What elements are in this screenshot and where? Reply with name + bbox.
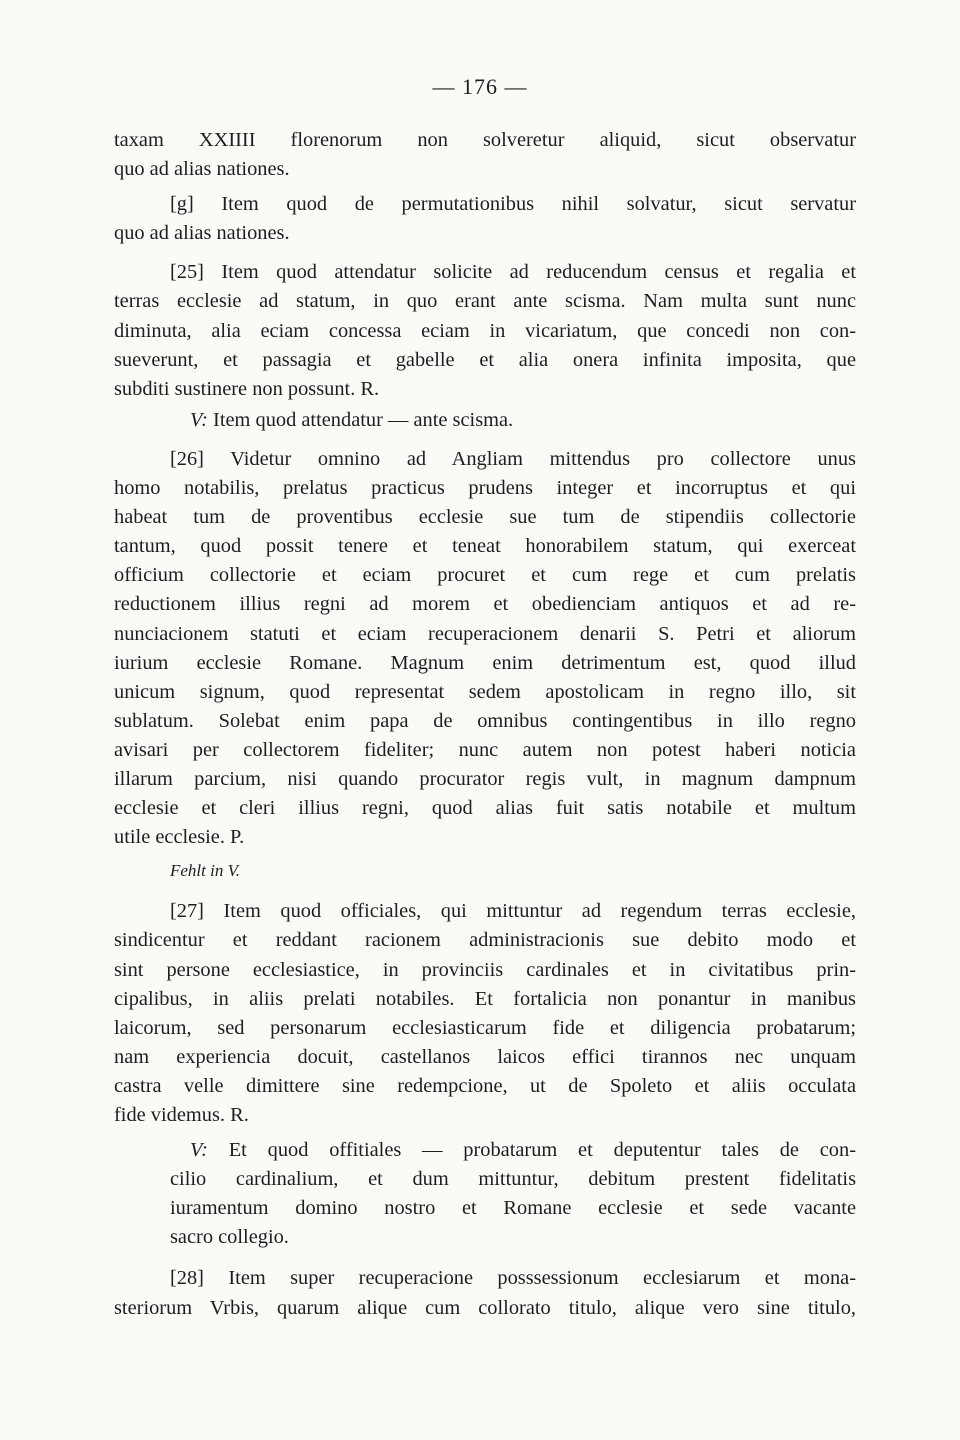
variant-25 (114, 406, 856, 435)
variant-siglum: V: (190, 408, 208, 431)
variant-siglum: V: (190, 1139, 208, 1162)
text-line: nunciacionem statuti et eciam recuperacionem denarii S. Petri et aliorum (114, 622, 856, 645)
text-line: steriorum Vrbis, quarum alique cum collorato titulo, alique vero sine titulo, (114, 1296, 856, 1319)
variant-27 (114, 1136, 856, 1252)
text-line: diminuta, alia eciam concessa eciam in vicariatum, que concedi non con- (114, 319, 856, 342)
text-line: sint persone ecclesiastice, in provinciis cardinales et in civitatibus prin- (114, 958, 856, 981)
text-line: quo ad alias nationes. (114, 158, 290, 181)
variant-line: sacro collegio. (170, 1226, 289, 1249)
text-line: habeat tum de proventibus ecclesie sue tum de stipendiis collectorie (114, 506, 856, 529)
note-line: Fehlt in V. (170, 861, 241, 881)
text-line: [28] Item super recuperacione posssessionum ecclesiarum et mona- (170, 1267, 856, 1290)
text-line: homo notabilis, prelatus practicus prudens integer et incorruptus et qui (114, 477, 856, 500)
text-line: tantum, quod possit tenere et teneat honorabilem statum, qui exerceat (114, 535, 856, 558)
text-line: subditi sustinere non possunt. R. (114, 377, 380, 400)
text-line: illarum parcium, nisi quando procurator regis vult, in magnum dampnum (114, 767, 856, 790)
page-number: — 176 — (432, 74, 528, 99)
text-line: [25] Item quod attendatur solicite ad reducendum census et regalia et (170, 261, 856, 284)
text-line: sueverunt, et passagia et gabelle et alia onera infinita imposita, que (114, 348, 856, 371)
text-line: terras ecclesie ad statum, in quo erant ante scisma. Nam multa sunt nunc (114, 290, 856, 313)
text-line: castra velle dimittere sine redempcione, ut de Spoleto et aliis occulata (114, 1074, 856, 1097)
paragraph-g (114, 190, 856, 248)
paragraph-26 (114, 445, 856, 852)
text-line: fide videmus. R. (114, 1104, 249, 1126)
text-line: avisari per collectorem fideliter; nunc autem non potest haberi noticia (114, 738, 856, 761)
text-line: laicorum, sed personarum ecclesiasticarum fide et diligencia probatarum; (114, 1016, 856, 1039)
paragraph-continuation (114, 126, 856, 184)
text-line: cipalibus, in aliis prelati notabiles. Et fortalicia non ponantur in manibus (114, 987, 856, 1010)
text-line: sublatum. Solebat enim papa de omnibus contingentibus in illo regno (114, 709, 856, 732)
text-line: ecclesie et cleri illius regni, quod alias fuit satis notabile et multum (114, 797, 856, 820)
variant-text: Item quod attendatur — ante scisma. (213, 408, 514, 431)
variant-text: Et quod offitiales — probatarum et deputentur tales de con- (228, 1139, 856, 1162)
variant-line (114, 1136, 856, 1165)
text-line: [27] Item quod officiales, qui mittuntur ad regendum terras ecclesie, (170, 900, 856, 923)
variant-line: iuramentum domino nostro et Romane ecclesie et sede vacante (170, 1197, 856, 1220)
text-line: quo ad alias nationes. (114, 222, 290, 245)
text-line: utile ecclesie. P. (114, 826, 245, 849)
text-line: officium collectorie et eciam procuret et cum rege et cum prelatis (114, 564, 856, 587)
text-line: taxam XXIIII florenorum non solveretur aliquid, sicut observatur (114, 129, 856, 151)
text-line: iurium ecclesie Romane. Magnum enim detrimentum est, quod illud (114, 651, 856, 674)
text-line: unicum signum, quod representat sedem apostolicam in regno illo, sit (114, 680, 856, 703)
variant-line: cilio cardinalium, et dum mittuntur, debitum prestent fidelitatis (170, 1168, 856, 1191)
text-line: [26] Videtur omnino ad Angliam mittendus pro collectore unus (170, 447, 856, 470)
text-line: [g] Item quod de permutationibus nihil solvatur, sicut servatur (170, 193, 856, 216)
paragraph-28 (114, 1264, 856, 1322)
variant-line (114, 406, 856, 435)
paragraph-27 (114, 897, 856, 1130)
paragraph-25 (114, 258, 856, 403)
text-line: nam experiencia docuit, castellanos laicos effici tirannos nec unquam (114, 1045, 856, 1068)
page-body (114, 126, 856, 1333)
note-26 (114, 856, 856, 885)
text-line: reductionem illius regni ad morem et obedienciam antiquos et ad re- (114, 593, 856, 616)
text-line: sindicentur et reddant racionem administracionis sue debito modo et (114, 929, 856, 952)
